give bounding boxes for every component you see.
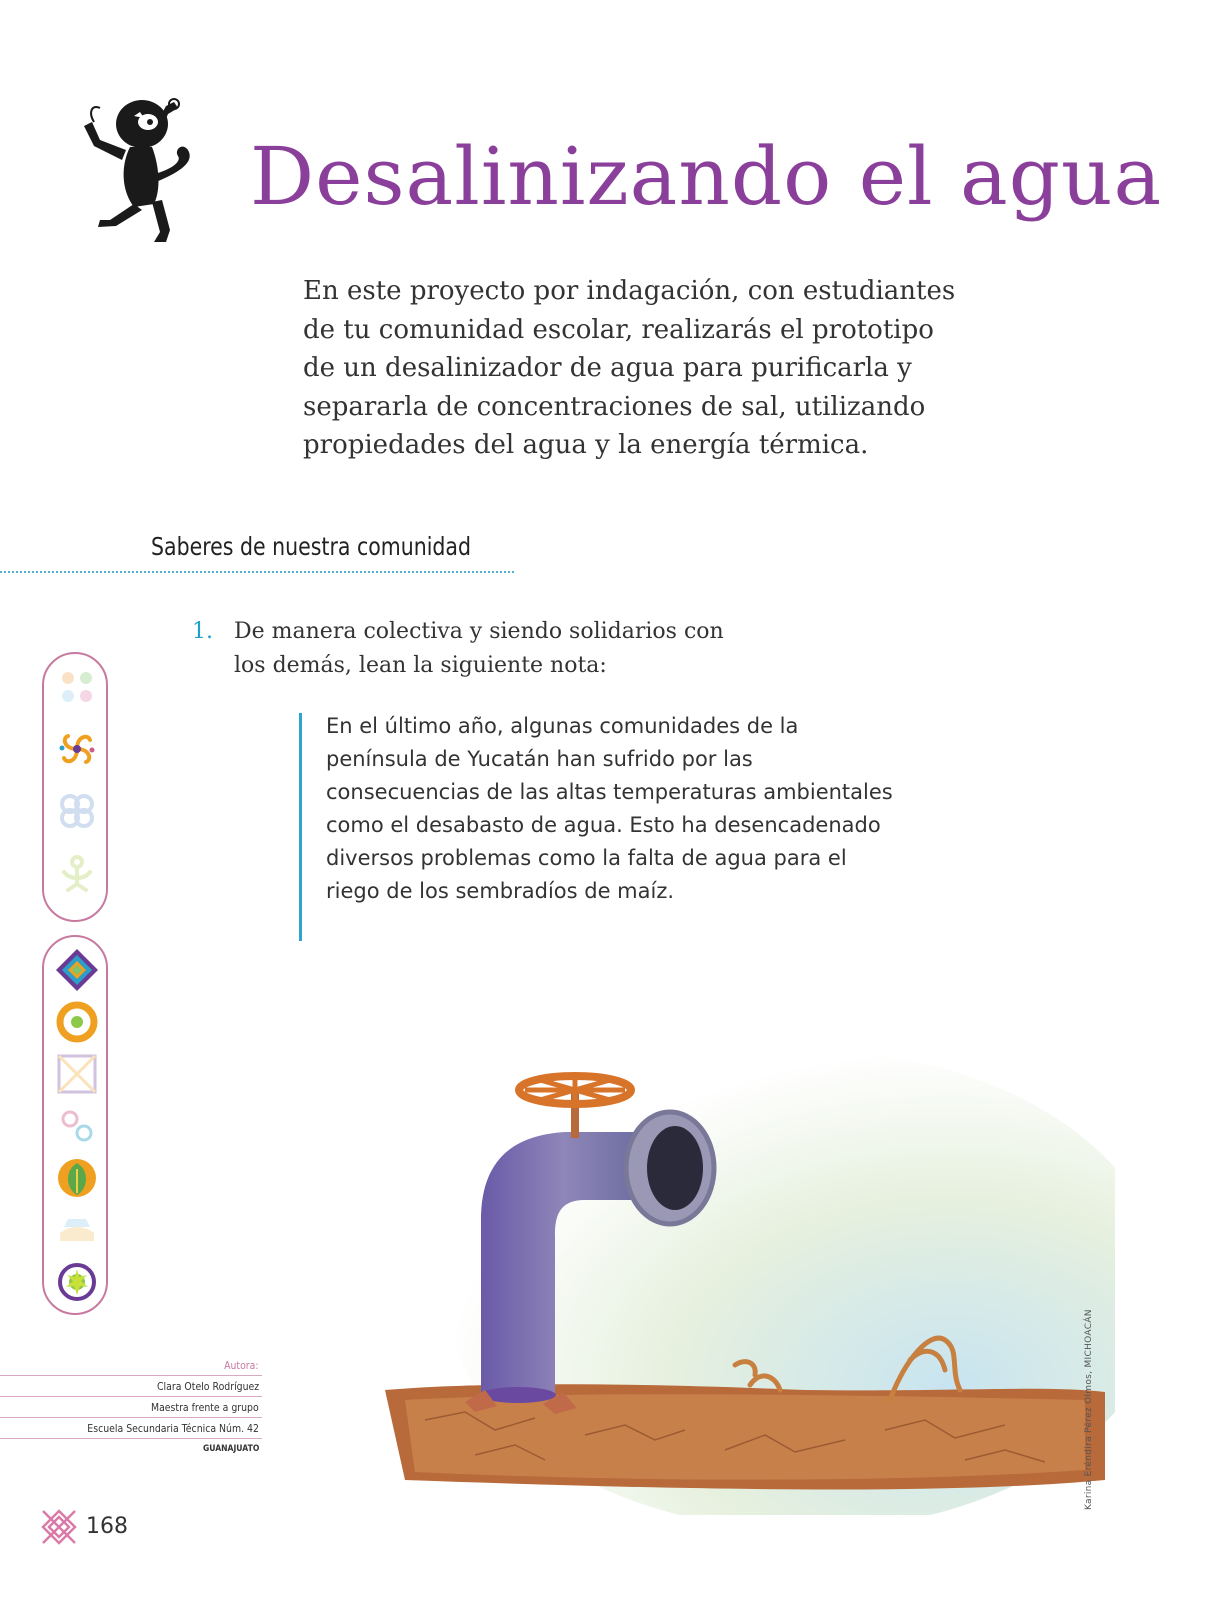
author-label: Autora:	[0, 1355, 262, 1376]
section-divider	[0, 571, 514, 573]
ethics-faded-icon	[54, 788, 100, 834]
author-block	[0, 1355, 262, 1460]
equality-faded-icon	[54, 1103, 100, 1149]
page-ornament-icon	[40, 1508, 78, 1546]
critical-thinking-icon	[54, 999, 100, 1045]
arts-icon	[54, 1259, 100, 1305]
monkey-scribe-icon	[70, 92, 210, 252]
page-title: Desalinizando el agua	[250, 130, 1163, 223]
author-name: Clara Otelo Rodríguez	[0, 1376, 262, 1397]
inclusion-icon	[54, 947, 100, 993]
saberes-icon	[54, 726, 100, 772]
step-number: 1.	[192, 619, 213, 644]
side-pill-top	[42, 652, 108, 922]
author-state: GUANAJUATO	[202, 1444, 259, 1454]
healthy-living-icon	[54, 1155, 100, 1201]
section-header	[0, 530, 514, 578]
reading-faded-icon	[54, 1207, 100, 1253]
section-title: Saberes de nuestra comunidad	[151, 532, 472, 561]
side-pill-bottom	[42, 935, 108, 1315]
dry-pipe-illustration	[385, 1040, 1115, 1515]
quote-text: En el último año, algunas comunidades de la península de Yucatán han sufrido por las consecuencias de las altas temperaturas ambientales como el desabasto de agua. Esto ha desencadenado diversos problemas como la falta de agua para el riego de los sembradíos de maíz.	[326, 714, 893, 903]
author-role: Maestra frente a grupo	[0, 1397, 262, 1418]
author-school: Escuela Secundaria Técnica Núm. 42	[0, 1418, 262, 1439]
interculturality-faded-icon	[54, 1051, 100, 1097]
step-text: De manera colectiva y siendo solidarios con los demás, lean la siguiente nota:	[234, 619, 724, 678]
illustration-credit: Karina Eréndira Pérez Olmos, MICHOACÁN	[1084, 1309, 1094, 1510]
intro-paragraph: En este proyecto por indagación, con estudiantes de tu comunidad escolar, realizarás el prototipo de un desalinizador de agua para purificarla y separarla de concentraciones de sal, utilizando propiedades del agua y la energía térmica.	[303, 276, 956, 460]
human-faded-icon	[54, 850, 100, 896]
fields-faded-icon	[54, 664, 100, 710]
quote-bar	[299, 713, 302, 941]
page-number: 168	[86, 1514, 128, 1539]
